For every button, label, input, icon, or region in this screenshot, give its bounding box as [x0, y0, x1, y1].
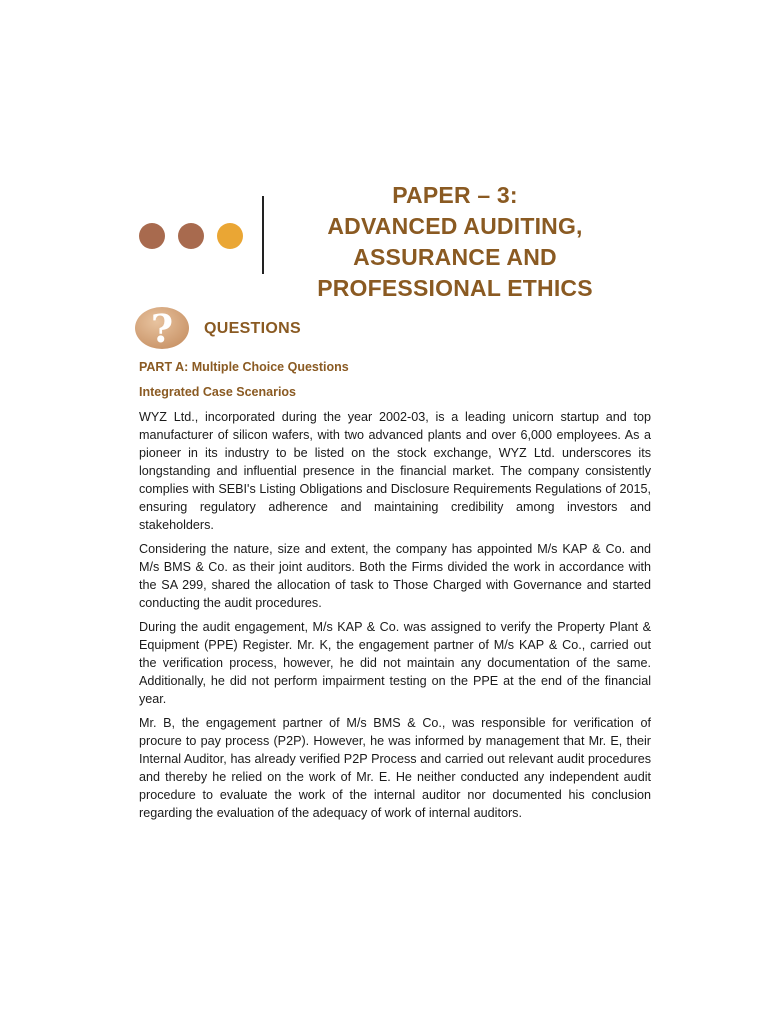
paragraph-1: WYZ Ltd., incorporated during the year 2002-03, is a leading unicorn startup and top manufacturer of silicon wafers, with two advanced plants and over 6,000 employees. As a pioneer in its industry to be listed on the stock exchange, WYZ Ltd. underscores its longstanding and influential presence in the financial market. The company consistently complies with SEBI's Listing Obligations and Disclosure Requirements Regulations of 2015, ensuring regulatory adherence and maintaining credibility among investors and stakeholders.: [139, 410, 651, 532]
dot-1: [139, 223, 165, 249]
question-mark-icon: [134, 306, 190, 350]
case-scenarios-heading: Integrated Case Scenarios: [139, 385, 297, 399]
paragraph-3: During the audit engagement, M/s KAP & Co. was assigned to verify the Property Plant & Equipment (PPE) Register. Mr. K, the engagement partner of M/s KAP & Co., carried out the verification process, however, he did not maintain any documentation of the same. Additionally, he did not perform impairment testing on the PPE at the end of the financial year.: [139, 620, 651, 706]
part-heading: PART A: Multiple Choice Questions: [139, 360, 349, 374]
dot-2: [178, 223, 204, 249]
paragraph-4: Mr. B, the engagement partner of M/s BMS & Co., was responsible for verification of procure to pay process (P2P). However, he was informed by management that Mr. E, their Internal Auditor, has already verified P2P Process and carried out relevant audit procedures and thereby he relied on the work of Mr. E. He neither conducted any independent audit procedure to evaluate the work of the internal auditor nor documented his conclusion regarding the evaluation of the adequacy of work of internal auditors.: [139, 716, 651, 820]
title-line-3: ASSURANCE AND: [353, 244, 557, 270]
page-title: [290, 180, 620, 304]
case-body: [139, 408, 651, 828]
dot-3: [217, 223, 243, 249]
title-divider: [262, 196, 264, 274]
paragraph-2: Considering the nature, size and extent, the company has appointed M/s KAP & Co. and M/s BMS & Co. as their joint auditors. Both the Firms divided the work in accordance with the SA 299, shared the allocation of task to Those Charged with Governance and started conducting the audit procedures.: [139, 542, 651, 610]
decorative-dots: [139, 223, 243, 249]
svg-text:?: ?: [150, 306, 174, 350]
section-heading: QUESTIONS: [204, 320, 301, 337]
title-line-4: PROFESSIONAL ETHICS: [317, 275, 593, 301]
title-line-2: ADVANCED AUDITING,: [327, 213, 583, 239]
title-line-1: PAPER – 3:: [392, 182, 518, 208]
